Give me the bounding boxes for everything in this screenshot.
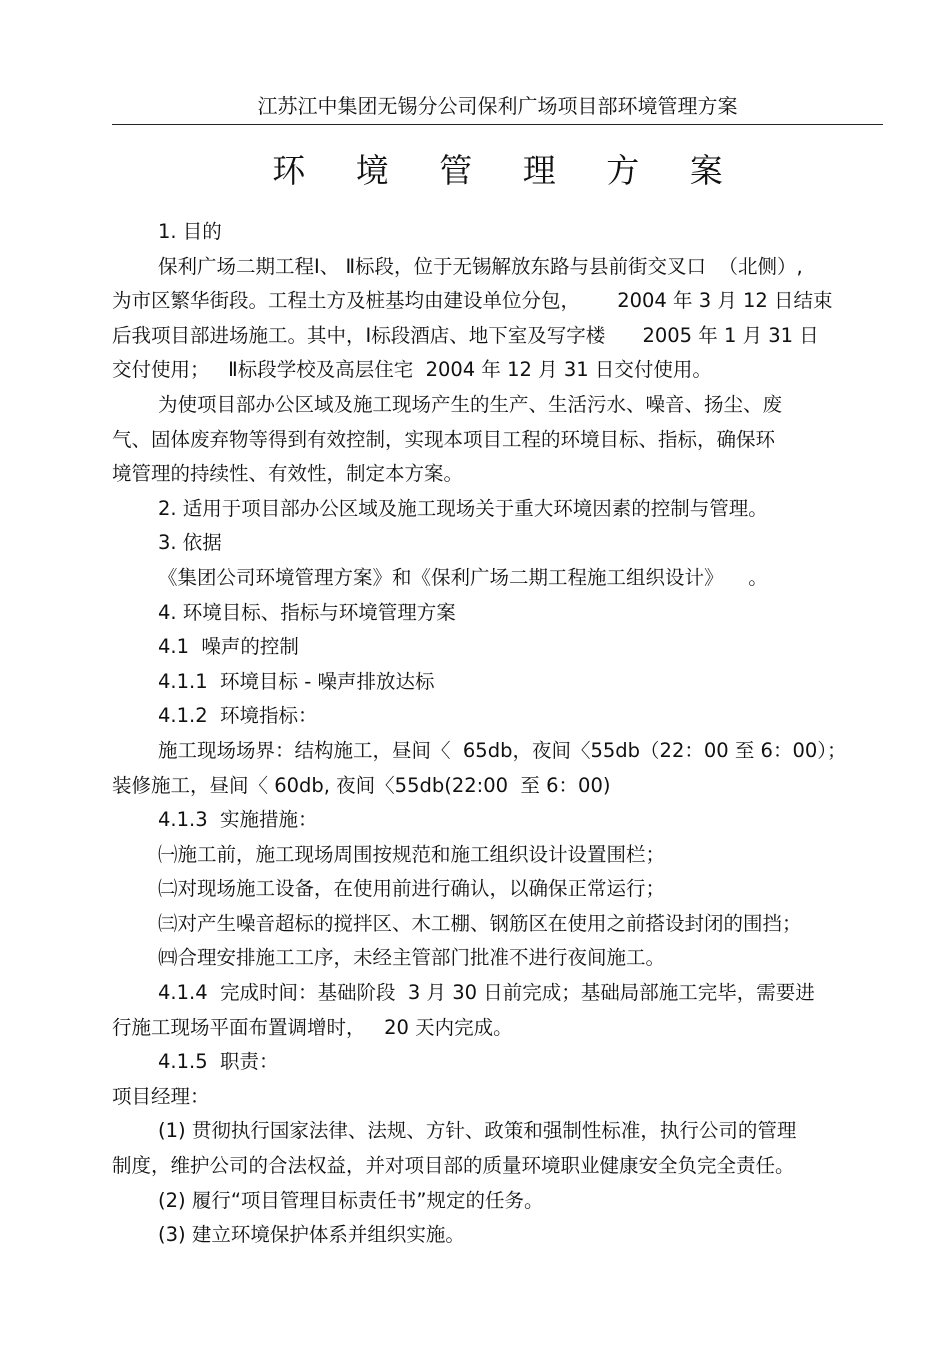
text-line: 装修施工，昼间〈 60db, 夜间〈55db(22:00 至 6：00) xyxy=(112,773,611,797)
running-header: 江苏江中集团无锡分公司保利广场项目部环境管理方案 xyxy=(257,94,738,118)
text-line: 施工现场场界：结构施工，昼间〈 65db，夜间〈55db（22：00 至 6：00）； xyxy=(158,738,847,762)
body-text xyxy=(112,215,883,1253)
text-line: 3. 依据 xyxy=(158,531,222,555)
text-line: ㈠施工前，施工现场周围按规范和施工组织设计设置围栏； xyxy=(158,842,666,866)
text-line: 气、固体废弃物等得到有效控制，实现本项目工程的环境目标、指标，确保环 xyxy=(112,427,776,451)
text-line: 4. 环境目标、指标与环境管理方案 xyxy=(158,600,456,624)
text-line: (3) 建立环境保护体系并组织实施。 xyxy=(158,1223,465,1247)
text-line: ㈡对现场施工设备，在使用前进行确认，以确保正常运行； xyxy=(158,877,666,901)
text-line: (1) 贯彻执行国家法律、法规、方针、政策和强制性标准，执行公司的管理 xyxy=(158,1119,797,1143)
text-line: ㈣合理安排施工工序，未经主管部门批准不进行夜间施工。 xyxy=(158,946,666,970)
text-line: 4.1.2 环境指标： xyxy=(158,704,318,728)
text-line: 后我项目部进场施工。其中，Ⅰ标段酒店、地下室及写字楼 2005 年 1 月 31 日 xyxy=(112,323,819,347)
text-line: 2. 适用于项目部办公区域及施工现场关于重大环境因素的控制与管理。 xyxy=(158,496,768,520)
text-line: 为市区繁华街段。工程土方及桩基均由建设单位分包， 2004 年 3 月 12 日结束 xyxy=(112,289,833,313)
text-line: 交付使用； Ⅱ标段学校及高层住宅 2004 年 12 月 31 日交付使用。 xyxy=(112,358,712,382)
text-line: 保利广场二期工程Ⅰ、 Ⅱ标段，位于无锡解放东路与县前街交叉口 （北侧）, xyxy=(158,254,803,278)
text-line: (2) 履行“项目管理目标责任书”规定的任务。 xyxy=(158,1188,544,1212)
text-line: 4.1.4 完成时间：基础阶段 3 月 30 日前完成；基础局部施工完毕，需要进 xyxy=(158,981,815,1005)
text-line: ㈢对产生噪音超标的搅拌区、木工棚、钢筋区在使用之前搭设封闭的围挡； xyxy=(158,911,802,935)
text-line: 项目经理： xyxy=(112,1084,210,1108)
text-line: 4.1.3 实施措施： xyxy=(158,808,318,832)
text-line: 行施工现场平面布置调增时， 20 天内完成。 xyxy=(112,1015,513,1039)
header-divider xyxy=(112,124,883,125)
document-title: 环 境 管 理 方 案 xyxy=(272,151,743,190)
text-line: 4.1.5 职责： xyxy=(158,1050,279,1074)
text-line: 《集团公司环境管理方案》和《保利广场二期工程施工组织设计》 。 xyxy=(158,565,768,589)
text-line: 制度，维护公司的合法权益，并对项目部的质量环境职业健康安全负完全责任。 xyxy=(112,1154,795,1178)
text-line: 4.1.1 环境目标 - 噪声排放达标 xyxy=(158,669,435,693)
text-line: 境管理的持续性、有效性，制定本方案。 xyxy=(112,462,464,486)
text-line: 为使项目部办公区域及施工现场产生的生产、生活污水、噪音、扬尘、废 xyxy=(158,392,783,416)
text-line: 4.1 噪声的控制 xyxy=(158,635,299,659)
text-line: 1. 目的 xyxy=(158,220,222,243)
